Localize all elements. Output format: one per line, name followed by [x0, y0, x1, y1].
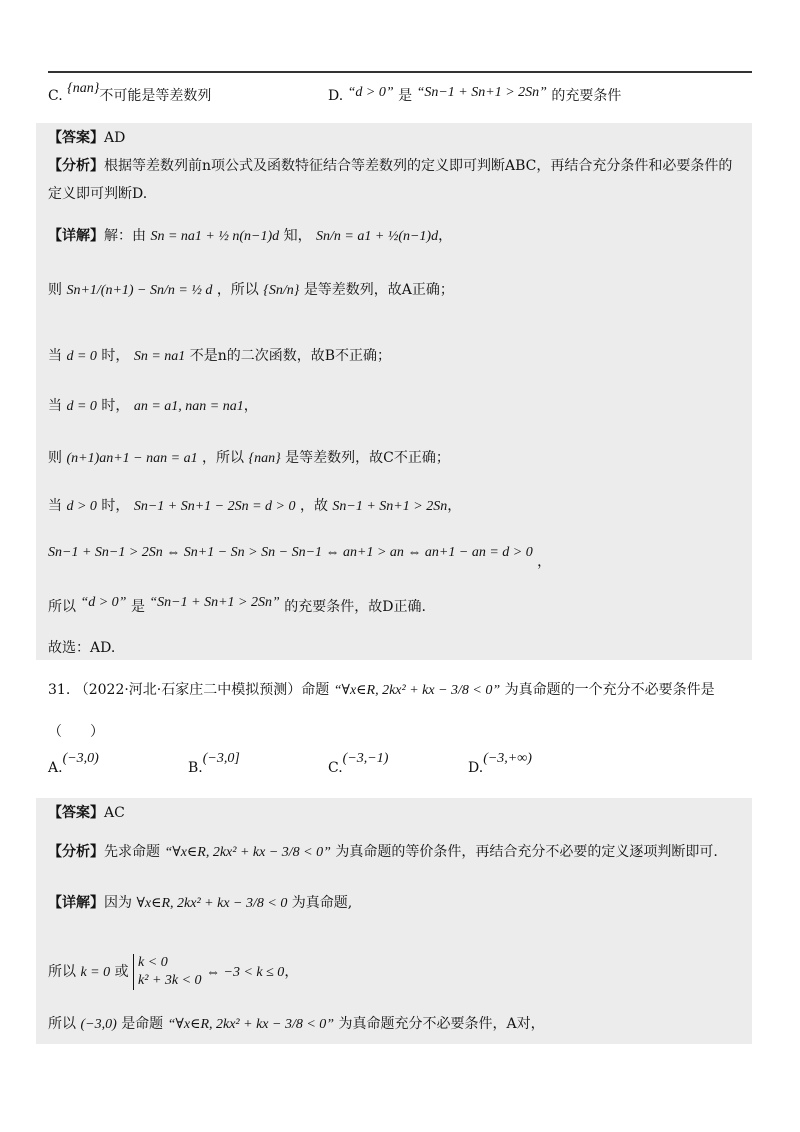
option-b [188, 751, 240, 779]
math-expression: (−3,−1) [342, 751, 389, 766]
math-expression: “d > 0” [347, 85, 394, 100]
math-expression: k² + 3k < 0 [138, 973, 202, 988]
text: 时， [101, 348, 130, 364]
text: 当 [48, 348, 62, 364]
text: 为真命题, [291, 895, 353, 911]
analysis-line-2 [48, 184, 147, 204]
math-expression: {nan} [248, 451, 281, 466]
math-expression: Sn+1/(n+1) − Sn/n = ½ d [66, 283, 213, 298]
math-expression: d > 0 [66, 499, 97, 514]
text: ，所以 [216, 282, 259, 298]
math-expression: d = 0 [66, 399, 97, 414]
detail-line-2 [48, 280, 454, 301]
text: ， [537, 554, 552, 570]
math-expression: “∀x∈R, 2kx² + kx − 3/8 < 0” [333, 683, 501, 698]
text: ， [284, 964, 299, 980]
text: 先求命题 [104, 844, 160, 860]
text: 解：由 [104, 228, 146, 244]
text: 当 [48, 398, 62, 414]
math-expression: (−3,0] [202, 751, 240, 766]
text: 时， [101, 398, 130, 414]
inequality-system [133, 954, 202, 990]
analysis-line [48, 156, 732, 176]
text: 所以 [48, 964, 76, 980]
answer-blank: （ ） [48, 724, 104, 740]
option-a [48, 751, 99, 779]
math-expression: Sn−1 + Sn−1 > 2Sn ⇔ Sn+1 − Sn > Sn − Sn−1 ⇔ an+1 > an ⇔ an+1 − an = d > 0 [48, 545, 533, 560]
text: 是等差数列，故A正确； [303, 282, 454, 298]
math-expression: {nan} [67, 81, 100, 96]
detail-line-31-1 [48, 893, 352, 914]
math-expression: “Sn−1 + Sn+1 > 2Sn” [416, 85, 547, 100]
answer-line [48, 128, 125, 148]
math-expression: Sn = na1 + ½ n(n−1)d [150, 229, 280, 244]
question-source: （2022·河北·石家庄二中模拟预测）命题 [74, 682, 330, 698]
text: 为真命题充分不必要条件，A对， [338, 1016, 545, 1032]
math-expression: Sn−1 + Sn+1 > 2Sn [332, 499, 448, 514]
text: 则 [48, 450, 62, 466]
math-expression: ⇔ −3 < k ≤ 0 [206, 965, 285, 980]
detail-line-7 [48, 542, 552, 570]
analysis-label: 【分析】 [48, 844, 104, 860]
text: 则 [48, 282, 62, 298]
math-expression: “∀x∈R, 2kx² + kx − 3/8 < 0” [164, 845, 331, 860]
answer-label: 【答案】 [48, 130, 104, 146]
option-text: 的充要条件 [551, 88, 622, 104]
detail-label: 【详解】 [48, 228, 104, 244]
math-expression: Sn/n = a1 + ½(n−1)d [316, 229, 439, 244]
header-rule [48, 71, 752, 73]
detail-line-8 [48, 597, 426, 618]
math-expression: {Sn/n} [263, 283, 300, 298]
detail-line-4 [48, 396, 258, 417]
text: 不是n的二次函数，故B不正确； [189, 348, 392, 364]
option-d-prev [328, 86, 621, 107]
math-expression: ∀x∈R, 2kx² + kx − 3/8 < 0 [136, 896, 288, 911]
text: ， [438, 228, 453, 244]
text: 是 [130, 599, 145, 615]
detail-line-3 [48, 346, 391, 367]
text: 的充要条件，故D正确. [284, 599, 426, 615]
choice-line [48, 638, 115, 658]
option-label: B. [188, 760, 203, 776]
detail-line-5 [48, 448, 450, 469]
math-expression: (n+1)an+1 − nan = a1 [66, 451, 198, 466]
detail-line-1 [48, 226, 452, 247]
text: ，故 [299, 498, 328, 514]
detail-label: 【详解】 [48, 895, 104, 911]
math-expression: d = 0 [66, 349, 97, 364]
text: 所以 [48, 1016, 76, 1032]
text: 或 [114, 964, 129, 980]
math-expression: (−3,0) [80, 1017, 117, 1032]
text: 知， [283, 228, 312, 244]
option-label: C. [328, 760, 343, 776]
option-text: 是 [398, 88, 413, 104]
option-label: D. [468, 760, 484, 776]
text: ， [243, 398, 258, 414]
text: 当 [48, 498, 62, 514]
detail-line-6 [48, 496, 461, 517]
math-expression: “∀x∈R, 2kx² + kx − 3/8 < 0” [167, 1017, 335, 1032]
option-label: C. [48, 88, 63, 104]
text: 是命题 [121, 1016, 164, 1032]
math-expression: “d > 0” [80, 595, 127, 610]
text: 是等差数列，故C不正确； [285, 450, 450, 466]
text: ， [447, 498, 462, 514]
analysis-text: 根据等差数列前n项公式及函数特征结合等差数列的定义即可判断ABC，再结合充分条件和必要条件的 [104, 158, 733, 174]
math-expression: Sn−1 + Sn+1 − 2Sn = d > 0 [133, 499, 296, 514]
option-d [468, 751, 532, 779]
option-c-prev [48, 81, 212, 107]
analysis-text: 定义即可判断D. [48, 186, 148, 202]
answer-line-31 [48, 803, 125, 823]
text: 时， [101, 498, 130, 514]
analysis-label: 【分析】 [48, 158, 104, 174]
option-c [328, 751, 389, 779]
choice-text: 故选：AD. [48, 640, 116, 656]
text: 为真命题的等价条件，再结合充分不必要的定义逐项判断即可. [335, 844, 718, 860]
solution-block-31 [36, 798, 752, 1044]
analysis-line-31 [48, 842, 718, 863]
detail-line-31-3 [48, 1014, 545, 1035]
question-number: 31. [48, 682, 71, 698]
question-text: 为真命题的一个充分不必要条件是 [504, 682, 715, 698]
answer-label: 【答案】 [48, 805, 104, 821]
math-expression: k = 0 [80, 965, 111, 980]
math-expression: (−3,0) [62, 751, 99, 766]
detail-line-31-2 [48, 954, 298, 990]
option-label: D. [328, 88, 344, 104]
option-label: A. [48, 760, 63, 776]
text: ，所以 [202, 450, 245, 466]
answer-value: AC [104, 805, 125, 821]
answer-value: AD [104, 130, 126, 146]
text: 因为 [104, 895, 132, 911]
math-expression: “Sn−1 + Sn+1 > 2Sn” [149, 595, 280, 610]
question-31-stem [48, 680, 715, 701]
math-expression: Sn = na1 [133, 349, 186, 364]
math-expression: an = a1, nan = na1 [133, 399, 244, 414]
text: 所以 [48, 599, 76, 615]
math-expression: (−3,+∞) [483, 751, 532, 766]
option-text: 不可能是等差数列 [99, 88, 212, 104]
math-expression: k < 0 [138, 955, 168, 970]
question-31-blank [48, 722, 104, 742]
